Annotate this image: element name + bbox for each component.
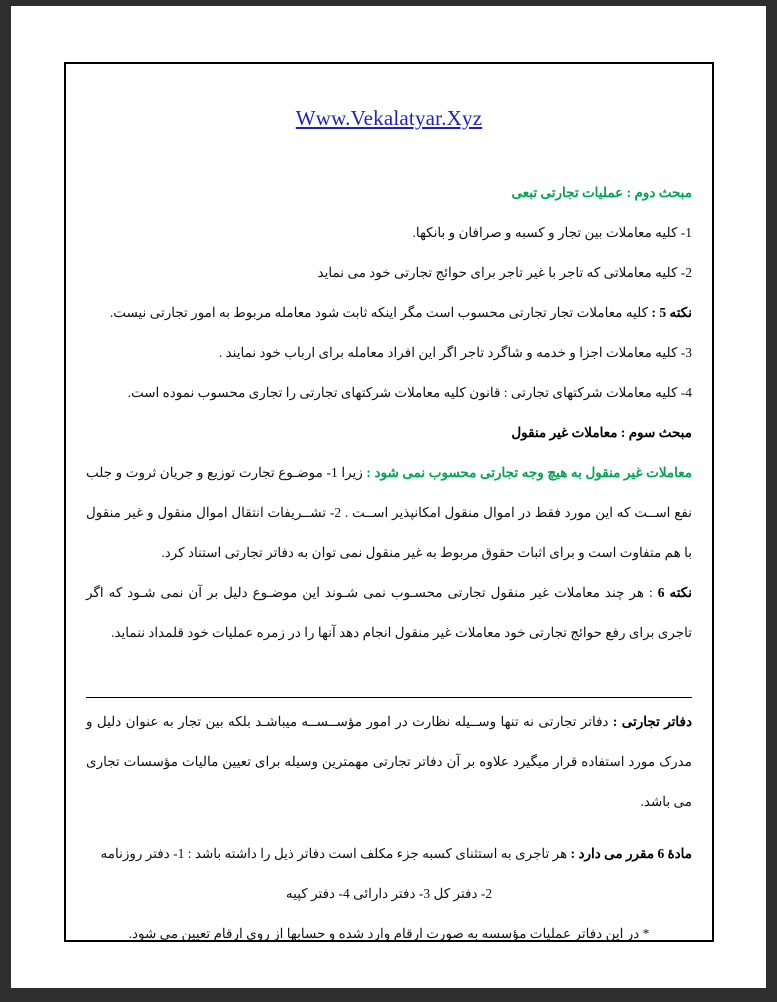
article-6-label: مادۀ 6 مقرر می دارد : bbox=[570, 846, 692, 861]
note-5-label: نکته 5 : bbox=[651, 305, 692, 320]
immovable-lead: معاملات غیر منقول به هیچ وجه تجارتی محسوب نمی شود : bbox=[366, 465, 693, 480]
pre-article-spacer bbox=[86, 822, 692, 834]
commercial-books-label: دفاتر تجارتی : bbox=[612, 714, 692, 729]
document-body bbox=[86, 106, 692, 954]
pre-rule-spacer bbox=[86, 653, 692, 681]
immovable-paragraph bbox=[86, 453, 692, 573]
commercial-books-text: دفاتر تجارتی نه تنها وســیله نظارت در امور مؤســســه میباشـد بلکه بین تجار به عنوان دلیل و مدرک مورد استفاده قرار میگیرد علاوه بر آن دفاتر تجارتی مهمترین وسیله برای تعیین مالیات مؤسسات تجاری می باشد. bbox=[86, 714, 692, 809]
site-link-row bbox=[86, 106, 692, 131]
article-6-paragraph bbox=[86, 834, 692, 874]
commercial-books-paragraph bbox=[86, 702, 692, 822]
article-6-text: هر تاجری به استثنای کسبه جزء مکلف است دفاتر ذیل را داشته باشد : 1- دفتر روزنامه bbox=[100, 846, 571, 861]
list-item-2: 2- کلیه معاملاتی که تاجر با غیر تاجر برای حوائج تجارتی خود می نماید bbox=[317, 265, 692, 280]
immovable-body: زیرا 1- موضـوع تجارت توزیع و جریان ثروت و جلب نفع اســت که این مورد فقط در اموال منقول امکانپذیر اســت . 2- تشــریفات انتقال اموال منقول و غیر منقول با هم متفاوت است و برای اثبات حقوق مربوط به غیر منقول نمی توان به دفاتر تجارتی استناد کرد. bbox=[86, 465, 692, 560]
note-5 bbox=[86, 293, 692, 333]
article-6-list: 2- دفتر کل 3- دفتر دارائی 4- دفتر کپیه bbox=[285, 886, 493, 901]
heading-second-topic: مبحث دوم : عملیات تجارتی تبعی bbox=[511, 185, 692, 200]
note-6-text: : هر چند معاملات غیر منقول تجارتی محسـوب نمی شـوند این موضـوع دلیل بر آن نمی شـود که اگر تاجری برای رفع حوائج تجارتی خود معاملات غیر منقول انجام دهد آنها را در زمره عملیات خود قلمداد ننماید. bbox=[86, 585, 692, 640]
note-5-text: کلیه معاملات تجار تجارتی محسوب است مگر اینکه ثابت شود معامله مربوط به امور تجارتی نیست. bbox=[109, 305, 652, 320]
section-divider bbox=[86, 697, 692, 698]
footnote: * در این دفاتر عملیات مؤسسه به صورت ارقام وارد شده و حسابها از روی ارقام تعیین می شود. bbox=[128, 926, 650, 941]
list-item-4: 4- کلیه معاملات شرکتهای تجارتی : قانون کلیه معاملات شرکتهای تجارتی را تجاری محسوب نموده است. bbox=[127, 385, 692, 400]
document-frame bbox=[64, 62, 714, 942]
list-item-1: 1- کلیه معاملات بین تجار و کسبه و صرافان و بانکها. bbox=[412, 225, 692, 240]
heading-third-topic: مبحث سوم : معاملات غیر منقول bbox=[511, 425, 692, 440]
page-sheet bbox=[11, 6, 766, 988]
title-spacer bbox=[86, 131, 692, 173]
site-link[interactable]: Www.Vekalatyar.Xyz bbox=[295, 106, 483, 130]
note-6-label: نکته 6 bbox=[657, 585, 692, 600]
note-6 bbox=[86, 573, 692, 653]
list-item-3: 3- کلیه معاملات اجزا و خدمه و شاگرد تاجر اگر این افراد معامله برای ارباب خود نمایند . bbox=[218, 345, 692, 360]
